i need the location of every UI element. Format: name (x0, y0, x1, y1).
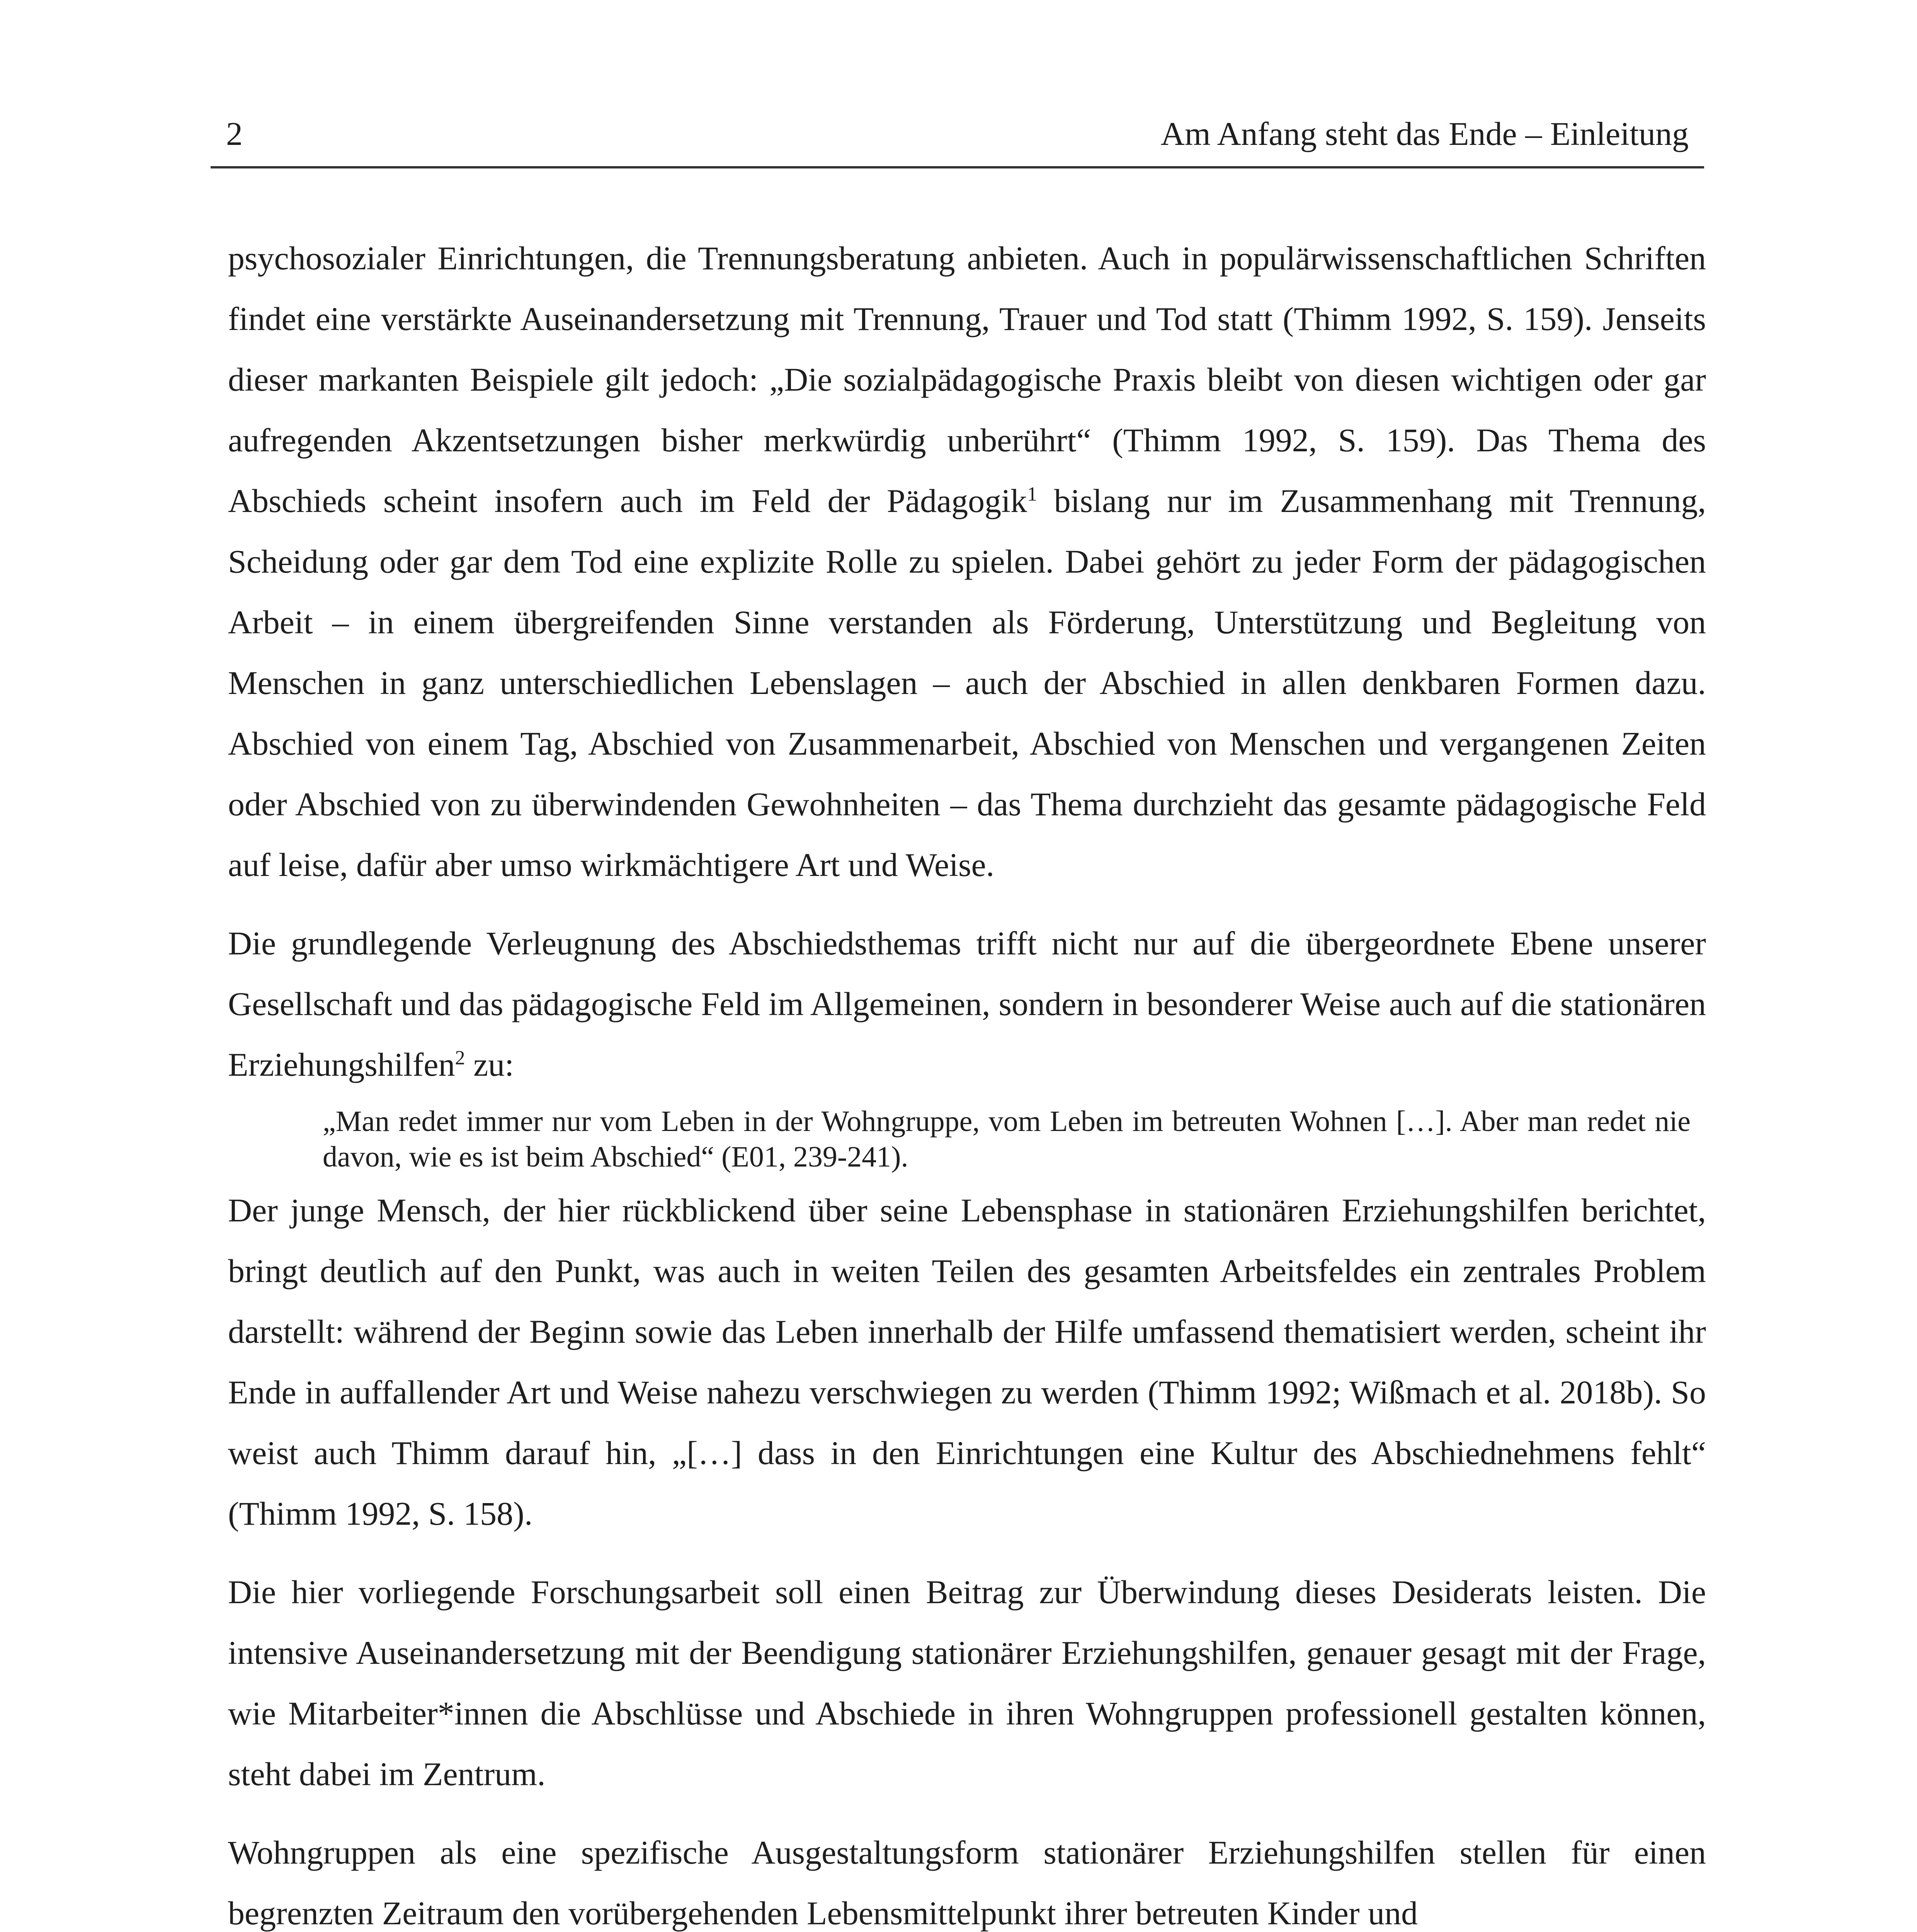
running-title: Am Anfang steht das Ende – Einleitung (1160, 115, 1689, 152)
paragraph-text: Die grundlegende Verleugnung des Abschiedsthemas trifft nicht nur auf die übergeordnete Ebene unserer Gesellschaft und das pädagogische Feld im Allgemeinen, sondern in besonderer Weise auch auf die stationären Erziehungshilfen (228, 925, 1706, 1083)
main-text (228, 228, 1706, 1932)
paragraph-text: bislang nur im Zusammenhang mit Trennung, Scheidung oder gar dem Tod eine explizite Rolle zu spielen. Dabei gehört zu jeder Form der pädagogischen Arbeit – in einem übergreifenden Sinne verstanden als Förderung, Unterstützung und Begleitung von Menschen in ganz unterschiedlichen Lebenslagen – auch der Abschied in allen denkbaren Formen dazu. Abschied von einem Tag, Abschied von Zusammenarbeit, Abschied von Menschen und vergangenen Zeiten oder Abschied von zu überwindenden Gewohnheiten – das Thema durchzieht das gesamte pädagogische Feld auf leise, dafür aber umso wirkmächtigere Art und Weise. (228, 482, 1706, 883)
paragraph (228, 913, 1706, 1095)
paragraph-text: psychosozialer Einrichtungen, die Trennungsberatung anbieten. Auch in populärwissenschaftlichen Schriften findet eine verstärkte Auseinandersetzung mit Trennung, Trauer und Tod statt (Thimm 1992, S. 159). Jenseits dieser markanten Beispiele gilt jedoch: „Die sozialpädagogische Praxis bleibt von diesen wichtigen oder gar aufregenden Akzentsetzungen bisher merkwürdig unberührt“ (Thimm 1992, S. 159). Das Thema des Abschieds scheint insofern auch im Feld der Pädagogik (228, 240, 1706, 519)
page-header (211, 108, 1704, 168)
footnote-ref[interactable]: 1 (1027, 483, 1038, 505)
page-number: 2 (226, 115, 243, 152)
paragraph: Der junge Mensch, der hier rückblickend über seine Lebensphase in stationären Erziehungshilfen berichtet, bringt deutlich auf den Punkt, was auch in weiten Teilen des gesamten Arbeitsfeldes ein zentrales Problem darstellt: während der Beginn sowie das Leben innerhalb der Hilfe umfassend thematisiert werden, scheint ihr Ende in auffallender Art und Weise nahezu verschwiegen zu werden (Thimm 1992; Wißmach et al. 2018b). So weist auch Thimm darauf hin, „[…] dass in den Einrichtungen eine Kultur des Abschiednehmens fehlt“ (Thimm 1992, S. 158). (228, 1192, 1706, 1532)
paragraph: Wohngruppen als eine spezifische Ausgestaltungsform stationärer Erziehungshilfen stellen für einen begrenzten Zeitraum den vorübergehenden Lebensmittelpunkt ihrer betreuten Kinder und (228, 1834, 1706, 1932)
paragraph-text: zu: (465, 1046, 514, 1083)
block-quote: „Man redet immer nur vom Leben in der Wohngruppe, vom Leben im betreuten Wohnen […]. Aber man redet nie davon, wie es ist beim Abschied“ (E01, 239-241). (323, 1105, 1691, 1173)
footnote-ref[interactable]: 2 (455, 1047, 465, 1069)
paragraph: Die hier vorliegende Forschungsarbeit soll einen Beitrag zur Überwindung dieses Desiderats leisten. Die intensive Auseinandersetzung mit der Beendigung stationärer Erziehungshilfen, genauer gesagt mit der Frage, wie Mitarbeiter*innen die Abschlüsse und Abschiede in ihren Wohngruppen professionell gestalten können, steht dabei im Zentrum. (228, 1573, 1706, 1793)
paragraph (228, 228, 1706, 895)
